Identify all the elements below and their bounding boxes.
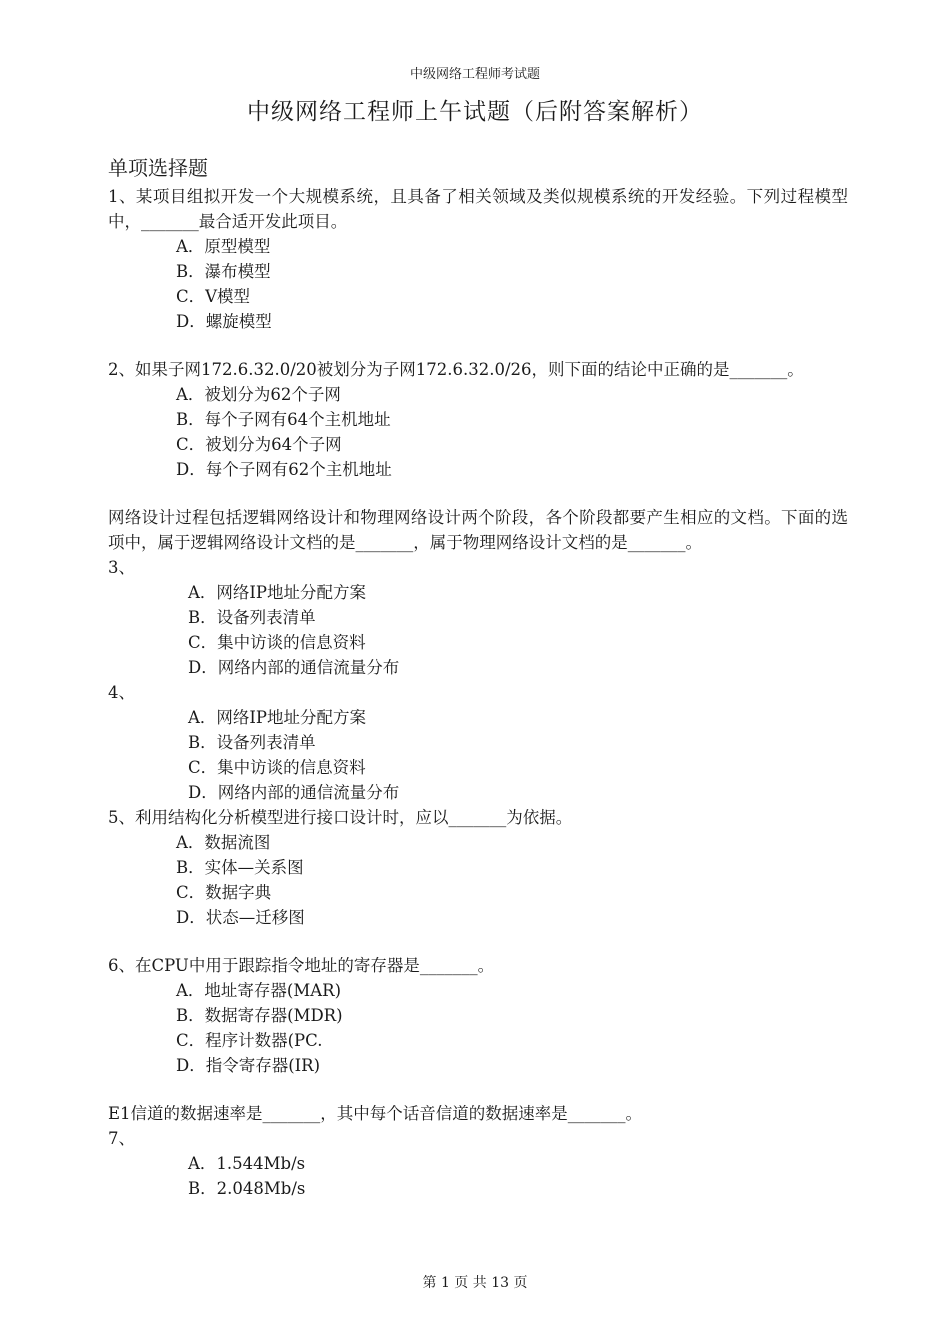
question-5-option-c: C．数据字典 bbox=[176, 883, 272, 902]
section-heading: 单项选择题 bbox=[108, 156, 208, 180]
question-2-option-a: A．被划分为62个子网 bbox=[176, 385, 341, 404]
question-4-option-c: C．集中访谈的信息资料 bbox=[188, 758, 366, 777]
question-4-option-a: A．网络IP地址分配方案 bbox=[188, 708, 367, 727]
question-3-number: 3、 bbox=[108, 558, 135, 577]
page-header: 中级网络工程师考试题 bbox=[409, 67, 540, 82]
question-1-option-d: D．螺旋模型 bbox=[176, 312, 272, 331]
question-3-option-b: B．设备列表清单 bbox=[188, 608, 316, 627]
question-2-option-d: D．每个子网有62个主机地址 bbox=[176, 460, 392, 479]
questions-3-4-intro: 网络设计过程包括逻辑网络设计和物理网络设计两个阶段，各个阶段都要产生相应的文档。下面的选项中，属于逻辑网络设计文档的是_______，属于物理网络设计文档的是_______。 bbox=[108, 508, 848, 552]
question-3-option-d: D．网络内部的通信流量分布 bbox=[188, 658, 400, 677]
question-content bbox=[108, 184, 848, 1201]
question-1-option-c: C．V模型 bbox=[176, 287, 251, 306]
question-7-intro: E1信道的数据速率是_______，其中每个话音信道的数据速率是_______。 bbox=[108, 1104, 643, 1123]
question-7-option-a: A．1.544Mb/s bbox=[188, 1154, 306, 1173]
question-2-option-b: B．每个子网有64个主机地址 bbox=[176, 410, 391, 429]
question-3-option-c: C．集中访谈的信息资料 bbox=[188, 633, 366, 652]
question-4-number: 4、 bbox=[108, 683, 135, 702]
question-6-option-c: C．程序计数器(PC. bbox=[176, 1031, 323, 1050]
question-7-number: 7、 bbox=[108, 1129, 135, 1148]
question-5-option-a: A．数据流图 bbox=[176, 833, 271, 852]
question-1-option-b: B．瀑布模型 bbox=[176, 262, 271, 281]
question-2-stem: 2、如果子网172.6.32.0/20被划分为子网172.6.32.0/26，则下面的结论中正确的是_______。 bbox=[108, 360, 804, 379]
question-5-stem: 5、利用结构化分析模型进行接口设计时，应以_______为依据。 bbox=[108, 808, 573, 827]
page-footer: 第 1 页 共 13 页 bbox=[422, 1275, 528, 1291]
question-4-option-d: D．网络内部的通信流量分布 bbox=[188, 783, 400, 802]
question-5-option-d: D．状态—迁移图 bbox=[176, 908, 305, 927]
question-5-option-b: B．实体—关系图 bbox=[176, 858, 304, 877]
question-6-option-a: A．地址寄存器(MAR) bbox=[176, 981, 342, 1000]
question-6-stem: 6、在CPU中用于跟踪指令地址的寄存器是_______。 bbox=[108, 956, 495, 975]
question-7-option-b: B．2.048Mb/s bbox=[188, 1179, 306, 1198]
question-1-stem: 1、某项目组拟开发一个大规模系统，且具备了相关领域及类似规模系统的开发经验。下列过程模型中，_______最合适开发此项目。 bbox=[108, 187, 848, 231]
question-6-option-d: D．指令寄存器(IR) bbox=[176, 1056, 321, 1075]
document-title: 中级网络工程师上午试题（后附答案解析） bbox=[247, 99, 703, 125]
question-3-option-a: A．网络IP地址分配方案 bbox=[188, 583, 367, 602]
question-2-option-c: C．被划分为64个子网 bbox=[176, 435, 342, 454]
question-4-option-b: B．设备列表清单 bbox=[188, 733, 316, 752]
question-1-option-a: A．原型模型 bbox=[176, 237, 271, 256]
question-6-option-b: B．数据寄存器(MDR) bbox=[176, 1006, 343, 1025]
